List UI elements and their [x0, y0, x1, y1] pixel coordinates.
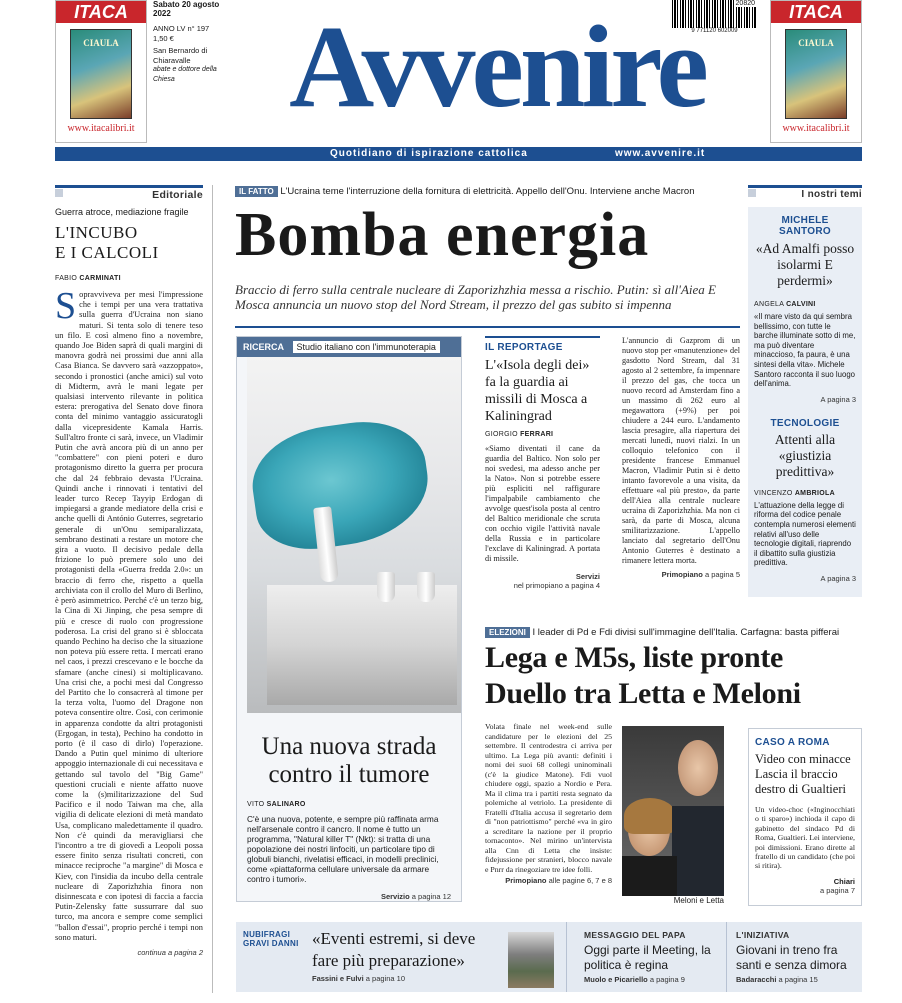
caso-section: CASO A ROMA: [755, 737, 830, 748]
section-marker: [55, 189, 63, 197]
elezioni-ref[interactable]: Primopiano alle pagine 6, 7 e 8: [505, 876, 612, 885]
reportage-section: IL REPORTAGE: [485, 336, 600, 353]
editorial-body: Sopravviveva per mesi l'impressione che i tempi per una vera trattativa sulla guerra d'Ucraina non siano maturi. Si tenta solo di tenere teso un filo. E così almeno fino a novembre, quando Joe Biden saprà di quali margini di manovra godrà nei prossimi due anni alla Casa Bianca. Se davvero sarà «azzoppato», secondo i pronostici (anche amici) sul voto di Midterm, avrà le mani legate per qualsiasi intervento rilevante in politica estera: prerogativa del Senato dove finora conta del minimo vantaggio assicuratogli dalla vicepresidente Kamala Harris. Sull'altro fronte ci sarà, invece, un Vladimir Putin che avrà ancora più di un anno per "combattere" con pieni poteri e duro protagonismo diretto la guerra per procura che dal 24 febbraio devasta l'Ucraina. Quindi anche i rinnovati i tentativi del leader turco Recep Tayyip Erdogan di impiegarsi a grande mediatore della crisi e anche quelli di António Guterres, segretario generale di un'Onu semiparalizzata, sembrano destinati a restare un motore che gira a vuoto. Il decisivo pedale della frizione lo può premere solo uno dei protagonisti della «Guerra fredda 2.0»: un braccio di ferro che, rispetto a quella archiviata con il crollo del Muro di Berlino, è però asimmetrico. Perché c'è un terzo big, la Cina di Xi Jinping, che pesa sempre di più e cresce di ruolo con progressione poderosa. La crisi del grano si è sbloccata quando Pechino ha deciso che la situazione non poteva più essere retta. I mercati erano nel caos, i prezzi crescevano e le bocche da sfamare (anche cinesi) si moltiplicavano. Una crisi che, a pochi mesi dal Congresso del Partito che lo consacrerà al timone per la terza volta, l'uomo del Dragone non poteva consentire oltre. Così, con cerimonie in apparenza condotte da altri protagonisti (Ergogan, in testa), Pechino ha condotto in porto (è il caso di dirlo) l'operazione. Dando a Putin quel minimo di ulteriore appoggio internazionale di cui necessitava e gettando sul tavolo del "Big Game" questioni cruciali e niente affatto nuove come la (s)militarizzazione del Sud Pacifico e il nodo Taiwan ma che, alla vigilia di delicate elezioni di metà mandato Usa, complicano maledettamente il quadro. Non c'è quindi da meravigliarsi che l'incontro a tre di giovedì a Leopoli possa essere finito senza risultati concreti, con minacce reciproche "a margine" di Mosca e Kiev, con l'insidia da incubo della centrale nucleare di Zaporizhzhia finora non disinnescata e con ipotesi di faccia a faccia Putin-Zelensky fatte sussurrare dal suo turco, ma ancora e sempre come semplici "ballon d'essai", proprio perché i tempi non sono maturi.: [55, 290, 203, 942]
saint-desc: abate e dottore della Chiesa: [153, 66, 217, 83]
footer-papa[interactable]: [584, 930, 720, 984]
reportage-article: [485, 336, 600, 611]
papa-ref: Muolo e Picariello a pagina 9: [584, 975, 685, 984]
temi-section: I nostri temi: [801, 189, 862, 200]
barcode-number: 9 771120 602009: [691, 28, 738, 34]
promo-box-right[interactable]: [770, 0, 862, 143]
main-column-ref[interactable]: Primopiano a pagina 5: [661, 570, 740, 579]
reportage-body: «Siamo diventati il cane da guardia del Baltico. Non solo per noi svedesi, ma adesso anche per la Nato». Non si potrebbe essere più espliciti nel raffigurare l'impalpabile cambiamento che avvolge quest'isola posta al centro del Baltico meridionale che scruta con occhio vigile l'attività navale della Russia e in particolare l'exclave di Kaliningrad. A portata di missile.: [485, 444, 600, 563]
editorial-title-line2: E I CALCOLI: [55, 243, 159, 262]
temi-1-author: ANGELA CALVINI: [754, 301, 816, 308]
saint-name: San Bernardo di Chiaravalle: [153, 46, 208, 65]
reportage-headline[interactable]: L'«Isola degli dei» fa la guardia ai missili di Mosca a Kaliningrad: [485, 358, 590, 424]
tagline: Quotidiano di ispirazione cattolica: [330, 148, 528, 159]
photo-hair-left: [624, 798, 676, 834]
elezioni-kicker: I leader di Pd e Fdi divisi sull'immagine dell'Italia. Carfagna: basta pifferai: [532, 627, 840, 638]
footer-iniziativa[interactable]: [736, 930, 860, 984]
ricerca-author: VITO SALINARO: [247, 801, 306, 808]
temi-1-name: MICHELE SANTORO: [779, 215, 831, 237]
ricerca-body: C'è una nuova, potente, e sempre più raffinata arma nell'arsenale contro il cancro. Il nome è tutto un programma, "Natural killer T" (Nkt): si tratta di una popolazione dei nostri linfociti, un particolare tipo di globuli bianchi, rivelatisi efficaci, in modelli preclinici, come «piattaforma cellulare universale da armare contro i tumori».: [247, 814, 439, 884]
elezioni-label: ELEZIONI: [485, 627, 530, 638]
promo-book-cover-right: [785, 29, 847, 119]
ricerca-ref[interactable]: Servizio a pagina 12: [380, 892, 451, 901]
iniziativa-headline: Giovani in treno fra santi e senza dimora: [736, 943, 847, 972]
papa-section: MESSAGGIO DEL PAPA: [584, 930, 686, 940]
main-rule: [235, 326, 740, 328]
main-column: [622, 336, 740, 611]
promo-cover-title-right: CIAULA: [798, 38, 834, 48]
caso-headline[interactable]: Video con minacce Lascia il braccio destro di Gualtieri: [755, 752, 851, 796]
lab-tray: [267, 585, 457, 705]
caso-ref[interactable]: a pagina 7: [819, 885, 855, 895]
photo-face-right: [678, 740, 718, 796]
promo-url[interactable]: www.itacalibri.it: [67, 123, 135, 134]
elezioni-photo-caption: Meloni e Letta: [673, 896, 724, 905]
temi-1-body: «Il mare visto da qui sembra bellissimo, con tutte le barche illuminate sotto di me, ma può diventare minaccioso, fa paura, è una sintesi della vita». Michele Santoro racconta il suo luogo dell'anima.: [754, 312, 856, 389]
ricerca-photo: [247, 357, 461, 713]
nubifragi-label-1: NUBIFRAGI: [243, 930, 291, 939]
edition-issue: ANNO LV n° 197: [153, 24, 210, 33]
photo-dress-left: [622, 856, 677, 896]
gloved-hand: [246, 413, 436, 556]
barcode-code: 20820: [735, 0, 755, 7]
website[interactable]: www.avvenire.it: [615, 148, 706, 159]
elezioni-kicker-row: [485, 627, 865, 638]
footer-nubifragi-label: [236, 922, 308, 992]
caso-author: Chiari: [833, 876, 855, 886]
main-headline[interactable]: Bomba energia: [235, 201, 650, 269]
editorial-author: FABIO CARMINATI: [55, 275, 121, 282]
ricerca-label: RICERCA: [243, 342, 285, 352]
edition-info: [153, 0, 233, 84]
temi-2-ref[interactable]: A pagina 3: [820, 573, 856, 583]
editorial-continue[interactable]: continua a pagina 2: [137, 948, 203, 957]
temi-1-headline[interactable]: «Ad Amalfi posso isolarmi E perdermi»: [755, 241, 855, 288]
nubifragi-label-2: GRAVI DANNI: [243, 939, 299, 948]
promo-cover-title: CIAULA: [83, 38, 119, 48]
photo-suit-right: [672, 806, 724, 896]
footer-strip: [236, 922, 862, 992]
promo-brand-right: ITACA: [771, 1, 861, 23]
footer-divider-2: [726, 922, 727, 992]
caso-body: Un video-choc («Inginocchiati o ti sparo») inchioda il capo di gabinetto del sindaco Pd di Roma, Gualtieri. Lei interviene, poi dimissioni. Erano dirette al fratello di un candidato (che poi si ritira).: [755, 805, 855, 871]
promo-brand: ITACA: [56, 1, 146, 23]
promo-url-right[interactable]: www.itacalibri.it: [782, 123, 850, 134]
caso-box[interactable]: [748, 728, 862, 906]
ricerca-header: [237, 337, 461, 357]
elezioni-photo: [622, 726, 724, 896]
test-tube-3: [417, 572, 435, 602]
temi-2-body: L'attuazione della legge di riforma del codice penale contempla numerosi elementi relativi all'uso delle tecnologie digitali, riaprendo il dibattito sulla giustizia predittiva.: [754, 500, 856, 568]
temi-2-author: VINCENZO AMBRIOLA: [754, 489, 835, 497]
nubifragi-photo: [508, 932, 554, 988]
ricerca-headline-line2: contro il tumore: [268, 761, 430, 788]
ricerca-headline-line1: Una nuova strada: [261, 733, 437, 760]
elezioni-headline[interactable]: [485, 640, 862, 712]
elezioni-headline-line2: Duello tra Letta e Meloni: [485, 677, 801, 710]
papa-headline: Oggi parte il Meeting, la politica è regina: [584, 943, 711, 972]
temi-2-section: TECNOLOGIE: [770, 417, 840, 429]
nubifragi-headline: «Eventi estremi, si deve fare più preparazione»: [312, 929, 476, 970]
elezioni-body: Volata finale nel week-end sulle candidature per le elezioni del 25 settembre. Il centrodestra ci arriva per ultimo. La Lega più avanti: definiti i nomi dei suoi 68 collegi uninominali (c'è la giudice Matone). Fdi vuol chiudere oggi, spazio a Nordio e Pera. Ma il clima tra i partiti resta segnato da polemiche al vetriolo. La presidente di Fratelli d'Italia accusa il segretario dem di "non patriottismo" perché «va in giro a screditare la nazione per il proprio tornaconto». Nel mirino un'intervista alla Cnn di Letta che insiste: fidejussione per stranieri, blocco navale e Pnrr da rinegoziare tre idee folli.: [485, 722, 612, 874]
tagline-bar: [55, 147, 862, 161]
reportage-author: GIORGIO FERRARI: [485, 431, 554, 438]
editorial-column: [55, 185, 203, 993]
temi-column: [748, 185, 862, 605]
column-divider: [212, 185, 213, 993]
editorial-title-line1: L'INCUBO: [55, 223, 138, 242]
ricerca-headline[interactable]: [237, 733, 461, 789]
temi-1-ref[interactable]: A pagina 3: [820, 394, 856, 404]
temi-box: [748, 207, 862, 597]
editorial-kicker: Guerra atroce, mediazione fragile: [55, 207, 189, 217]
promo-box-left[interactable]: [55, 0, 147, 143]
edition-date: Sabato 20 agosto 2022: [153, 0, 220, 18]
elezioni-headline-line1: Lega e M5s, liste pronte: [485, 641, 784, 674]
main-kicker-row: [235, 186, 745, 197]
editorial-section: Editoriale: [152, 189, 203, 201]
elezioni-body-wrap: [485, 722, 612, 907]
main-column-text: L'annuncio di Gazprom di un nuovo stop per «manutenzione» del gasdotto Nord Stream, dal 31 agosto al 2 settembre, fa impennare il prezzo del gas, che tocca un nuovo record ad Amsterdam fino a un massimo di 262 euro al megawattora (+9%) per poi chiudere a 244 euro. L'andamento lascia presagire, alla riapertura dei mercati lunedì, nuovi rialzi. In un colloquio telefonico con il presidente francese Emmanuel Macron, Vladimir Putin si è detto intanto favorevole a una visita, da effettuare «al più presto», da parte dell'Aiea alla centrale nucleare ucraina di Zaporizhzhia. Ma non ci sarà, da parte di Mosca, alcuna smilitarizzazione. L'appello lanciato dal segretario dell'Onu Antonio Guterres è destinato a rimanere lettera morta.: [622, 336, 740, 565]
reportage-ref[interactable]: Servizi nel primopiano a pagina 4: [513, 572, 600, 590]
ricerca-box[interactable]: [236, 336, 462, 902]
iniziativa-ref: Badaracchi a pagina 15: [736, 975, 818, 984]
newspaper-logo[interactable]: Avvenire: [289, 1, 705, 132]
temi-marker: [748, 189, 756, 197]
footer-nubifragi[interactable]: [312, 928, 504, 983]
promo-book-cover: [70, 29, 132, 119]
ricerca-kicker: Studio italiano con l'immunoterapia: [293, 341, 440, 353]
main-deck: Braccio di ferro sulla centrale nucleare di Zaporizhzhia messa a rischio. Putin: sì all'Aiea E Mosca annuncia un nuovo stop del Nord Stream, il prezzo del gas subito si impenna: [235, 282, 716, 312]
main-kicker: L'Ucraina teme l'interruzione della fornitura di elettricità. Appello dell'Onu. Interviene anche Macron: [280, 186, 695, 197]
editorial-title[interactable]: [55, 223, 203, 263]
iniziativa-section: L'INIZIATIVA: [736, 930, 790, 940]
temi-2-headline[interactable]: Attenti alla «giustizia predittiva»: [774, 431, 836, 479]
editorial-dropcap: S: [55, 290, 77, 327]
edition-price: 1,50 €: [153, 33, 174, 43]
nubifragi-ref: Fassini e Fulvi a pagina 10: [312, 974, 405, 983]
footer-divider-1: [566, 922, 567, 992]
test-tube-2: [377, 572, 395, 602]
main-label: IL FATTO: [235, 186, 278, 197]
